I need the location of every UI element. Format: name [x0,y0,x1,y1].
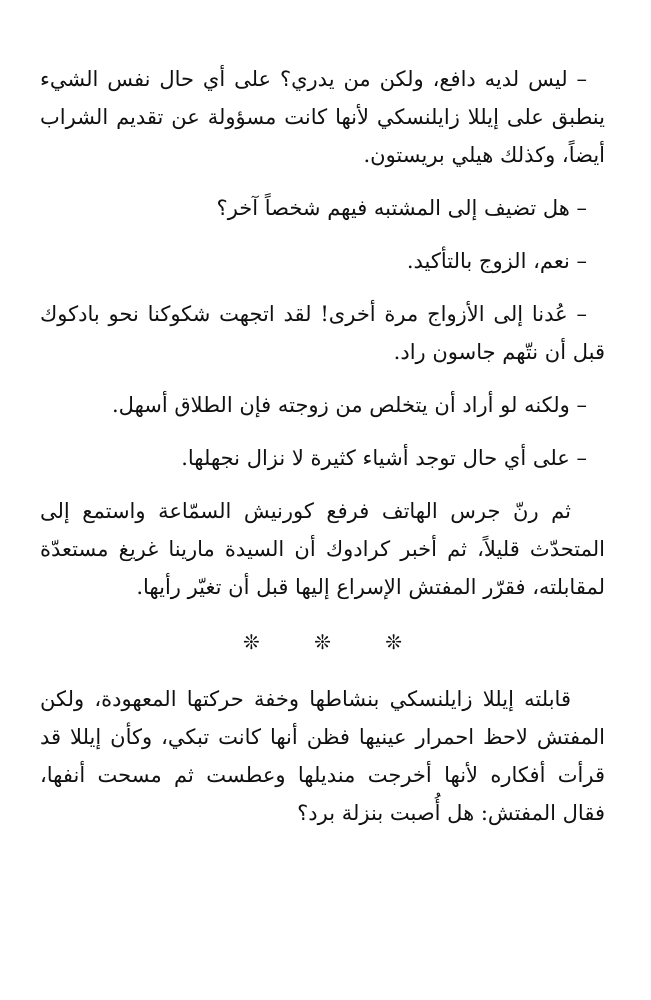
narrative-paragraph-1: ثم رنّ جرس الهاتف فرفع كورنيش السمّاعة واستمع إلى المتحدّث قليلاً، ثم أخبر كرادوك أن السيدة مارينا غريغ مستعدّة لمقابلته، فقرّر المفتش الإسراع إليها قبل أن تغيّر رأيها. [40,499,605,599]
dialogue-paragraph-6: – على أي حال توجد أشياء كثيرة لا نزال نجهلها. [181,446,587,470]
dialogue-paragraph-4: – عُدنا إلى الأزواج مرة أخرى! لقد اتجهت شكوكنا نحو بادكوك قبل أن نتّهم جاسون راد. [40,302,605,364]
section-separator: ❊ ❊ ❊ [243,630,426,654]
dialogue-paragraph-5: – ولكنه لو أراد أن يتخلص من زوجته فإن الطلاق أسهل. [112,393,587,417]
narrative-paragraph-2: قابلته إيللا زايلنسكي بنشاطها وخفة حركتها المعهودة، ولكن المفتش لاحظ احمرار عينيها فظن أنها كانت تبكي، وكأن إيللا قد قرأت أفكاره لأنها أخرجت منديلها وعطست ثم مسحت أنفها، فقال المفتش: هل أُصبت بنزلة برد؟ [40,687,605,825]
dialogue-paragraph-3: – نعم، الزوج بالتأكيد. [406,249,587,273]
dialogue-paragraph-1: – ليس لديه دافع، ولكن من يدري؟ على أي حال نفس الشيء ينطبق على إيللا زايلنسكي لأنها كانت مسؤولة عن تقديم الشراب أيضاً، وكذلك هيلي بريستون. [40,67,605,167]
dialogue-paragraph-2: – هل تضيف إلى المشتبه فيهم شخصاً آخر؟ [216,196,587,220]
